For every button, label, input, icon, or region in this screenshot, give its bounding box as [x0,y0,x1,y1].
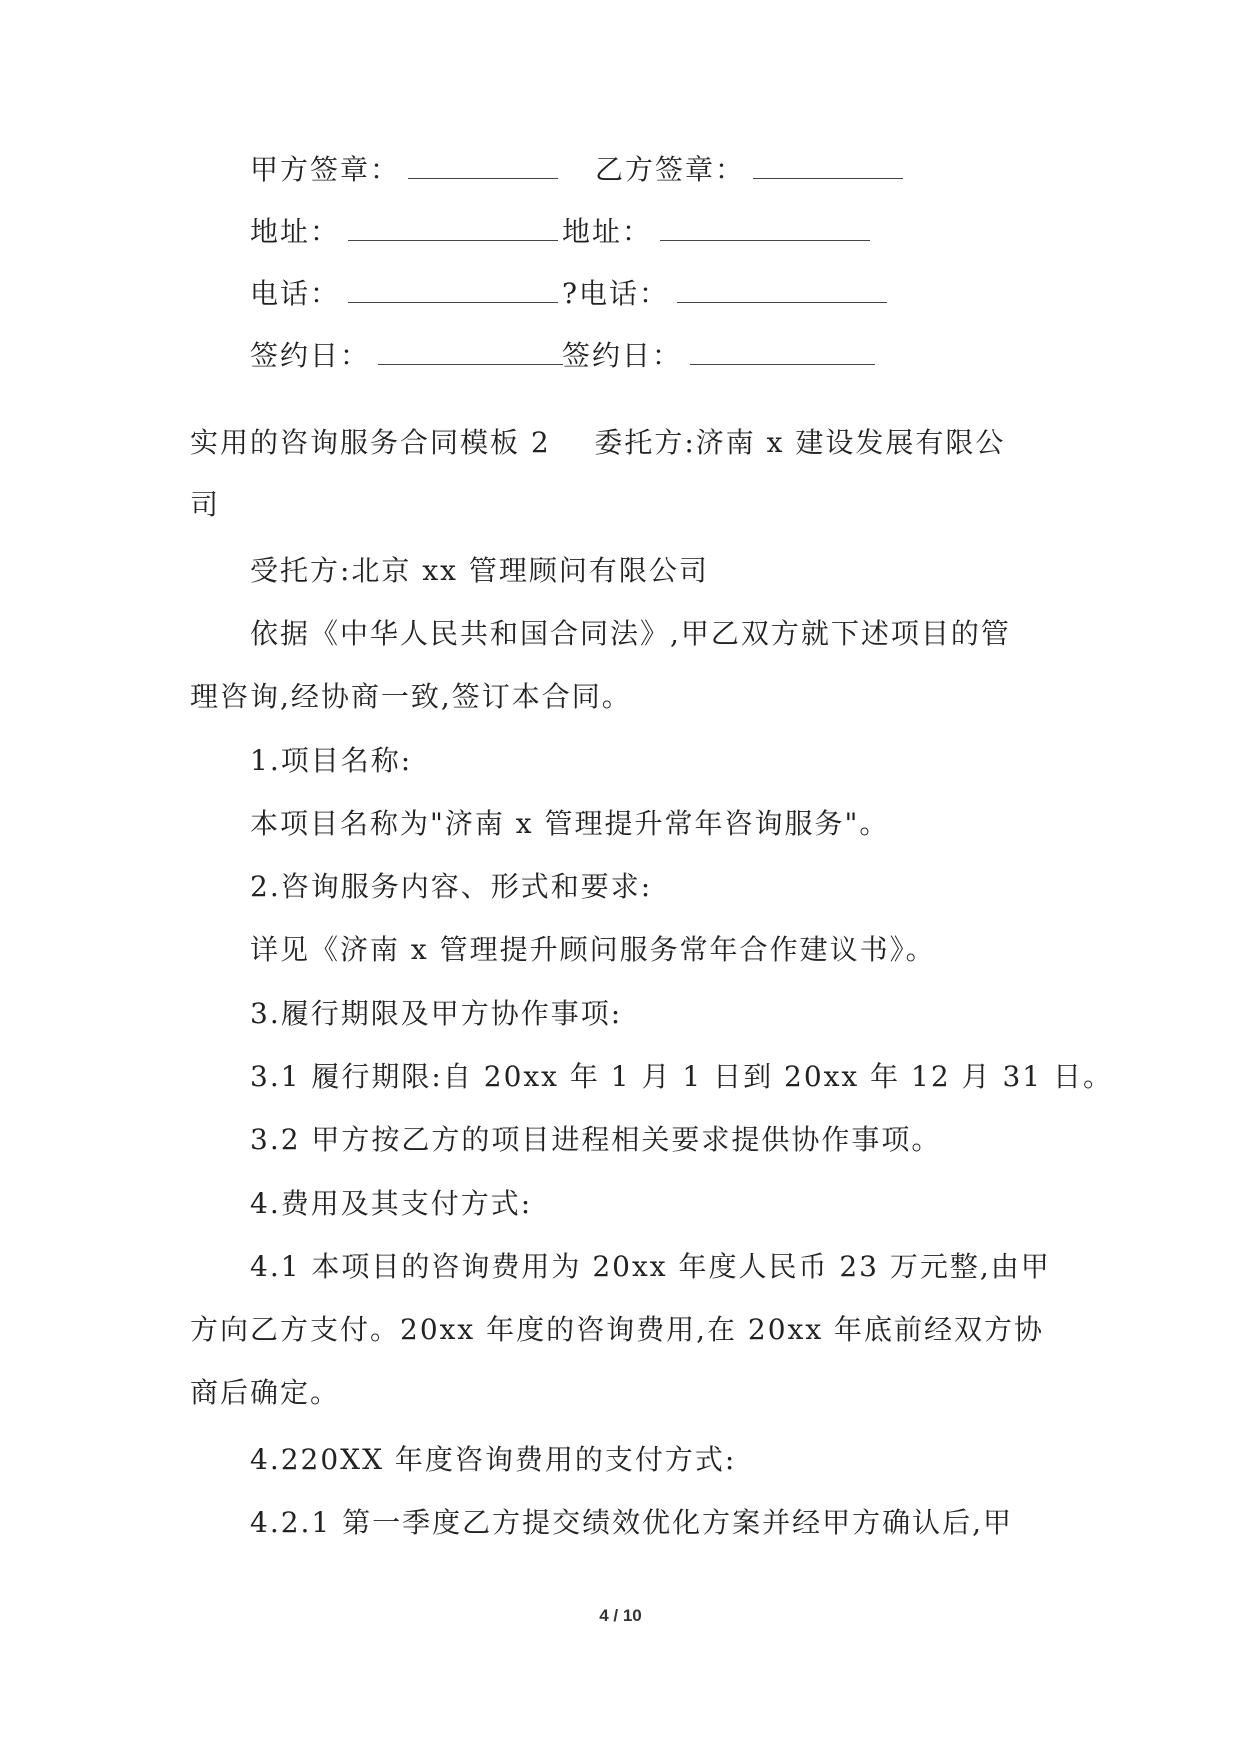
address-a-blank [348,212,558,241]
section-3-heading: 3.履行期限及甲方协作事项: [250,997,623,1030]
section-4-1-line-3: 商后确定。 [190,1376,341,1409]
party-b-seal-line [595,150,903,190]
address-a-line [250,212,558,252]
phone-a-blank [348,274,558,303]
address-a-label: 地址： [250,215,341,248]
basis-line-1: 依据《中华人民共和国合同法》,甲乙双方就下述项目的管 [250,617,1011,650]
section-4-2-1: 4.2.1 第一季度乙方提交绩效优化方案并经甲方确认后,甲 [250,1506,1014,1539]
section-1-heading: 1.项目名称: [250,744,413,777]
party-a-seal-blank [408,150,558,179]
page-number: 4 / 10 [599,1606,642,1625]
section-4-1-line-1: 4.1 本项目的咨询费用为 20xx 年度人民币 23 万元整,由甲 [250,1250,1051,1283]
section-4-heading: 4.费用及其支付方式: [250,1187,533,1220]
basis-line-2: 理咨询,经协商一致,签订本合同。 [190,680,632,713]
phone-b-line [562,274,887,314]
trustee-line: 受托方:北京 xx 管理顾问有限公司 [250,554,709,587]
section-2-text: 详见《济南 x 管理提升顾问服务常年合作建议书》。 [250,933,936,966]
section-3-1: 3.1 履行期限:自 20xx 年 1 月 1 日到 20xx 年 12 月 31 日。 [250,1060,1113,1093]
section-4-2: 4.220XX 年度咨询费用的支付方式: [250,1443,737,1476]
section-3-2: 3.2 甲方按乙方的项目进程相关要求提供协作事项。 [250,1123,942,1156]
date-a-line [250,336,563,376]
section-4-1-line-2: 方向乙方支付。20xx 年度的咨询费用,在 20xx 年底前经双方协 [190,1313,1045,1346]
date-b-label: 签约日： [562,339,683,372]
date-a-blank [378,336,563,365]
party-b-seal-label: 乙方签章： [595,153,746,186]
address-b-line [562,212,870,252]
date-a-label: 签约日： [250,339,371,372]
phone-a-line [250,274,558,314]
date-b-line [562,336,875,376]
date-b-blank [690,336,875,365]
section-2-heading: 2.咨询服务内容、形式和要求: [250,870,653,903]
title-line-2: 司 [190,488,221,521]
address-b-label: 地址： [562,215,653,248]
phone-b-blank [677,274,887,303]
party-a-seal-label: 甲方签章： [250,153,401,186]
title-line-1: 实用的咨询服务合同模板 2 委托方:济南 x 建设发展有限公 [190,426,1006,459]
phone-a-label: 电话： [250,277,341,310]
party-a-seal-line [250,150,558,190]
section-1-text: 本项目名称为"济南 x 管理提升常年咨询服务"。 [250,807,890,840]
party-b-seal-blank [753,150,903,179]
address-b-blank [660,212,870,241]
phone-b-label: ?电话： [562,277,670,310]
